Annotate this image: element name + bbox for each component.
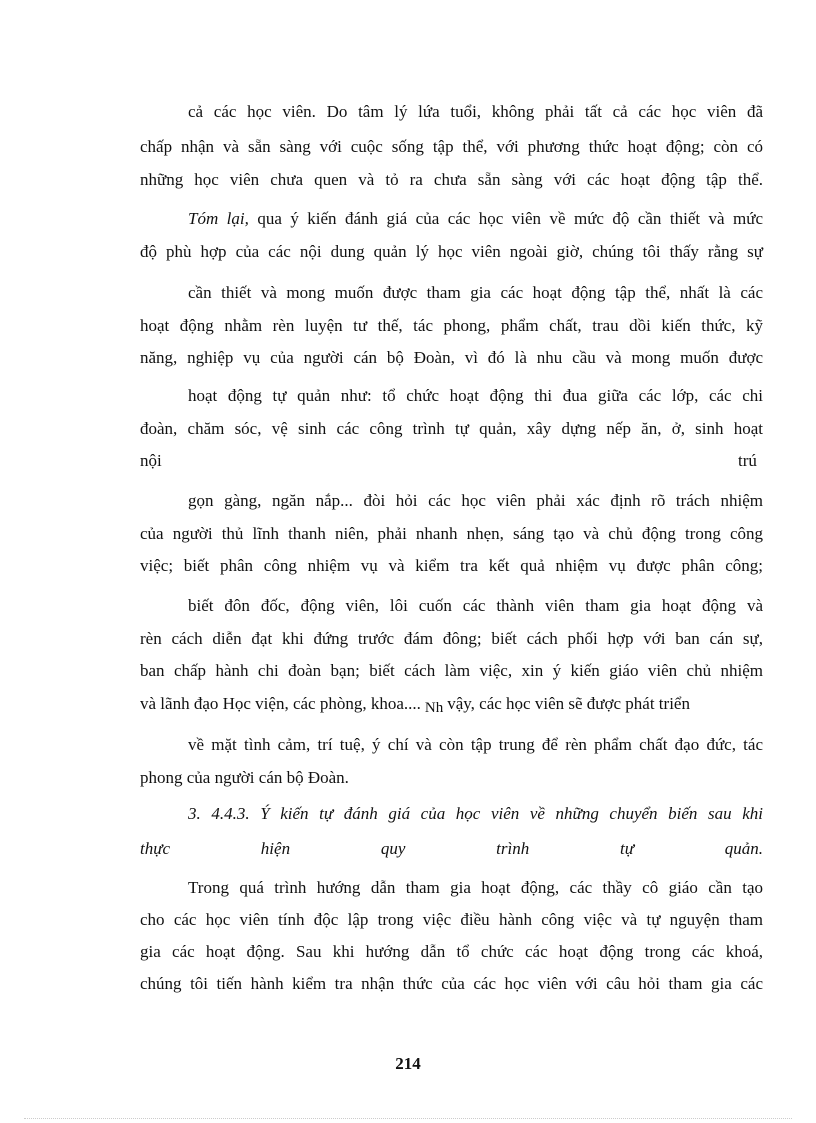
text-line: cả các học viên. Do tâm lý lứa tuổi, không phải tất cả các học viên đã xyxy=(188,102,763,121)
text-line: trú xyxy=(738,451,757,470)
text-line: năng, nghiệp vụ của người cán bộ Đoàn, vì đó là nhu cầu và mong muốn được xyxy=(140,348,763,367)
text-line: về mặt tình cảm, trí tuệ, ý chí và còn tập trung để rèn phẩm chất đạo đức, tác xyxy=(188,735,763,754)
text-line: gọn gàng, ngăn nắp... đòi hỏi các học viên phải xác định rõ trách nhiệm xyxy=(188,491,763,510)
text-line: việc; biết phân công nhiệm vụ và kiểm tra kết quả nhiệm vụ được phân công; xyxy=(140,556,763,575)
italic-lead: Tóm lại, xyxy=(188,209,249,228)
text-line xyxy=(188,207,763,231)
text-line: cần thiết và mong muốn được tham gia các hoạt động tập thể, nhất là các xyxy=(188,283,763,302)
text-line: ban chấp hành chi đoàn bạn; biết cách làm việc, xin ý kiến giáo viên chủ nhiệm xyxy=(140,661,763,680)
text-fragment: và lãnh đạo Học viện, các phòng, khoa.... xyxy=(140,694,421,713)
text-line xyxy=(140,692,763,717)
text-line: hoạt động tự quản như: tổ chức hoạt động thi đua giữa các lớp, các chi xyxy=(188,386,763,405)
section-heading: thực hiện quy trình tự quản. xyxy=(140,839,763,858)
text-line: cho các học viên tính độc lập trong việc điều hành công việc và tự nguyện tham xyxy=(140,910,763,929)
text-fragment: vậy, các học viên sẽ được phát triển xyxy=(447,694,690,713)
text-line: biết đôn đốc, động viên, lôi cuốn các thành viên tham gia hoạt động và xyxy=(188,596,763,615)
text-line: nội xyxy=(140,451,162,470)
section-heading: 3. 4.4.3. Ý kiến tự đánh giá của học viên về những chuyển biến sau khi xyxy=(188,804,763,823)
text-line: độ phù hợp của các nội dung quản lý học viên ngoài giờ, chúng tôi thấy rằng sự xyxy=(140,242,763,261)
text-line: những học viên chưa quen và tỏ ra chưa sẵn sàng với các hoạt động tập thể. xyxy=(140,170,763,189)
text-fragment: Nh xyxy=(424,700,444,716)
text-line: hoạt động nhằm rèn luyện tư thế, tác phong, phẩm chất, trau dồi kiến thức, kỹ xyxy=(140,316,763,335)
text-line: đoàn, chăm sóc, vệ sinh các công trình tự quản, xây dựng nếp ăn, ở, sinh hoạt xyxy=(140,419,763,438)
text-line: chúng tôi tiến hành kiểm tra nhận thức của các học viên với câu hỏi tham gia các xyxy=(140,974,763,993)
text-fragment: qua ý kiến đánh giá của các học viên về mức độ cần thiết và mức xyxy=(257,209,764,228)
text-line: của người thủ lĩnh thanh niên, phải nhanh nhẹn, sáng tạo và chủ động trong công xyxy=(140,524,763,543)
text-line: phong của người cán bộ Đoàn. xyxy=(140,768,349,787)
page-number: 214 xyxy=(395,1054,421,1073)
text-line: chấp nhận và sẵn sàng với cuộc sống tập thể, với phương thức hoạt động; còn có xyxy=(140,137,763,156)
page-divider xyxy=(24,1118,792,1119)
text-line: Trong quá trình hướng dẫn tham gia hoạt động, các thầy cô giáo cần tạo xyxy=(188,878,763,897)
text-line: gia các hoạt động. Sau khi hướng dẫn tổ chức các hoạt động trong các khoá, xyxy=(140,942,763,961)
text-line: rèn cách diễn đạt khi đứng trước đám đông; biết cách phối hợp với ban cán sự, xyxy=(140,629,763,648)
